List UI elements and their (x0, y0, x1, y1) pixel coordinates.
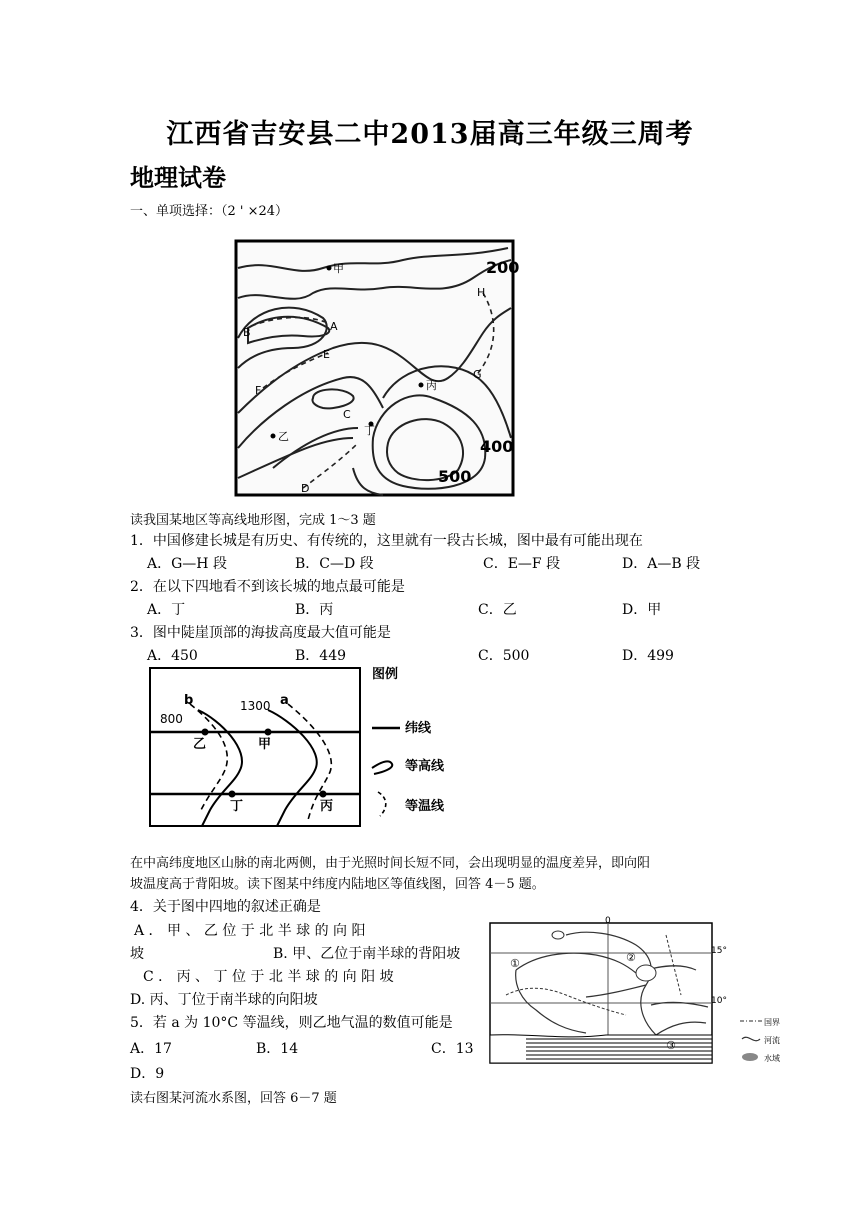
q3-option-d: D．499 (622, 648, 674, 664)
q2-option-d: D．甲 (622, 602, 662, 618)
q3-option-c: C．500 (478, 648, 530, 664)
section-heading: 一、单项选择：（2 ' ×24） (130, 204, 289, 219)
q5-option-d: D．9 (130, 1066, 165, 1082)
legend-isotherm: 等温线 (405, 799, 445, 814)
contour-value-800: 800 (160, 712, 183, 726)
label-ding: 丁 (364, 424, 375, 437)
q2-option-a: A．丁 (147, 602, 186, 618)
legend-contour: 等高线 (405, 759, 445, 774)
q5-option-a: A．17 (130, 1041, 172, 1057)
question-1-stem: 1．中国修建长城是有历史、有传统的，这里就有一段古长城，图中最有可能出现在 (130, 533, 643, 549)
question-2-stem: 2．在以下四地看不到该长城的地点最可能是 (130, 579, 405, 595)
q5-option-c: C．13 (431, 1041, 474, 1057)
q1-option-b: B．C—D 段 (295, 556, 374, 572)
site-3: ③ (666, 1039, 676, 1052)
exam-title: 江西省吉安县二中2013届高三年级三周考 (166, 119, 694, 150)
q1-option-a: A．G—H 段 (147, 556, 227, 572)
point-bing: 丙 (320, 799, 334, 814)
question-3-stem: 3．图中陡崖顶部的海拔高度最大值可能是 (130, 625, 391, 641)
legend-lat: 纬线 (405, 721, 432, 736)
q3-option-b: B．449 (295, 648, 347, 664)
site-1: ① (510, 957, 520, 970)
label-e: E (323, 348, 330, 361)
q1-option-d: D．A—B 段 (622, 556, 701, 572)
intro-questions-6-7: 读右图某河流水系图，回答 6－7 题 (130, 1091, 337, 1106)
label-h: H (477, 286, 486, 299)
q4-option-b: B. 甲、乙位于南半球的背阳坡 (273, 946, 461, 962)
q3-option-a: A．450 (147, 648, 198, 664)
label-g: G (473, 368, 482, 381)
contour-value-1300: 1300 (240, 699, 271, 713)
latitude-label-15: 15° (711, 946, 727, 956)
label-d: D (301, 482, 310, 495)
q5-option-b: B．14 (256, 1041, 299, 1057)
isoline-diagram (140, 660, 460, 838)
q4-option-a-cont: 坡 (130, 946, 144, 962)
label-c: C (343, 408, 351, 421)
q1-option-c: C．E—F 段 (483, 556, 561, 572)
label-bing: 丙 (426, 379, 437, 392)
label-b: B (243, 326, 251, 339)
contour-label-200: 200 (486, 258, 520, 277)
meridian-label-zero: 0 (605, 916, 611, 926)
latitude-label-10: 10° (711, 996, 727, 1006)
q4-option-a: A ． 甲 、 乙 位 于 北 半 球 的 向 阳 (134, 923, 366, 939)
question-5-stem: 5．若 a 为 10°C 等温线，则乙地气温的数值可能是 (130, 1015, 453, 1031)
intro-questions-4-5-line-1: 在中高纬度地区山脉的南北两侧，由于光照时间长短不同，会出现明显的温度差异，即向阳 (130, 856, 651, 871)
intro-questions-4-5-line-2: 坡温度高于背阳坡。读下图某中纬度内陆地区等值线图，回答 4－5 题。 (130, 877, 545, 892)
legend-border: 国界 (764, 1018, 780, 1027)
river-system-map (486, 915, 780, 1067)
point-ding: 丁 (230, 799, 244, 814)
contour-label-500: 500 (438, 467, 472, 486)
legend-title: 图例 (372, 667, 399, 682)
label-jia: 甲 (333, 262, 344, 275)
site-2: ② (626, 951, 636, 964)
label-yi: 乙 (278, 430, 289, 443)
contour-label-400: 400 (480, 437, 514, 456)
exam-subtitle: 地理试卷 (130, 163, 226, 192)
q4-option-c: C ． 丙 、 丁 位 于 北 半 球 的 向 阳 坡 (143, 969, 394, 985)
legend-river: 河流 (764, 1036, 780, 1045)
q2-option-c: C．乙 (478, 602, 517, 618)
intro-questions-1-3: 读我国某地区等高线地形图，完成 1～3 题 (130, 513, 376, 528)
q2-option-b: B．丙 (295, 602, 334, 618)
question-4-stem: 4．关于图中四地的叙述正确是 (130, 899, 321, 915)
legend-water: 水域 (764, 1054, 780, 1063)
isotherm-a-label: a (280, 693, 289, 708)
point-yi: 乙 (193, 737, 207, 752)
contour-map (233, 238, 520, 498)
label-a: A (330, 320, 338, 333)
isotherm-b-label: b (184, 693, 194, 708)
point-jia: 甲 (258, 737, 272, 752)
label-f: F (255, 384, 262, 397)
q4-option-d: D. 丙、丁位于南半球的向阳坡 (130, 992, 318, 1008)
